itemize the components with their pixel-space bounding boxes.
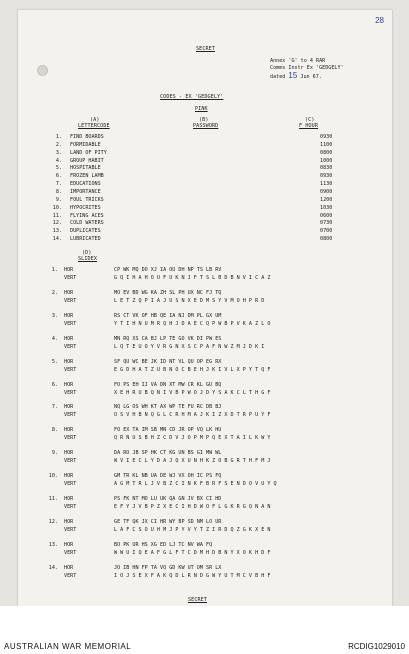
slidex-vert-value: G Q I H A H O U F U K N J F T S L B D B N V I C A Z (114, 275, 271, 281)
slidex-hor-value: RS CT VK OF HB QE IA NJ DM PL GX UM (114, 312, 222, 319)
slidex-hor-label: HOR (64, 335, 74, 342)
page-number: 28 (375, 16, 384, 25)
slidex-vert-label: VERT (64, 504, 77, 510)
slidex-vert-label: VERT (64, 458, 77, 465)
section-title: PINK (195, 106, 208, 112)
lettercode-row (40, 181, 360, 188)
slidex-hor-label: HOR (64, 289, 74, 296)
lettercode-number: 12. (52, 220, 62, 227)
slidex-hor-label: HOR (64, 450, 74, 457)
slidex-vert-label: VERT (64, 366, 77, 373)
lettercode-row (40, 165, 360, 172)
slidex-hor-label: HOR (64, 312, 74, 319)
slidex-vert-value: E F Y J V B P Z X E C I H D W O F L G K R G Q N A N (114, 504, 271, 510)
slidex-vert-value: X E H R U B Q N I V B P W O J D Y S A K C L T H G F (114, 389, 271, 396)
slidex-entry (44, 542, 374, 558)
lettercode-number: 10. (52, 204, 62, 211)
slidex-vert-value: O S V H B N Q G L C R H M A J K I Z X D T R P U Y F (114, 412, 271, 419)
slidex-hor-label: HOR (64, 267, 74, 273)
lettercode-value: FOUL TRICKS (70, 196, 104, 203)
slidex-vert-value: L Q T E U O Y V R G N X S C P A F N W Z M J D K I (114, 343, 265, 350)
lettercode-value: FLYING ACES (70, 212, 104, 219)
slidex-hor-value: BO PK UR HS XG ED LJ TC NV WA FQ (114, 541, 213, 548)
slidex-hor-value: CP WK MQ DO XJ IA OU DH NP TS LB RV (114, 267, 222, 273)
slidex-hor-label: HOR (64, 518, 74, 525)
slidex-vert-value: I O J S E X F A K Q D L R N D G W Y U T M C V B H F (114, 572, 271, 579)
slidex-hor-label: HOR (64, 381, 74, 388)
lettercode-f-hour: 0900 (320, 188, 333, 195)
slidex-vert-value: L A F C S O U H M J P Y V Y T Z I R D Q Z G K X E N (114, 526, 271, 533)
lettercode-f-hour: 0730 (320, 220, 333, 227)
lettercode-number: 11. (52, 212, 62, 219)
lettercode-row (40, 228, 360, 235)
annex-line-2: Comms Instr Ex 'GEDGELY' (270, 65, 344, 71)
lettercode-row (40, 236, 360, 243)
annex-line-1: Annex 'G' to 4 RAR (270, 58, 326, 64)
slidex-vert-value: Q R N U S B H Z C D V J O P M P Q E X T A I L K W Y (114, 435, 271, 442)
slidex-hor-label: HOR (64, 541, 74, 548)
slidex-vert-value: W W U I Q E A F G L F T C D M H D B N Y X O K H D F (114, 549, 271, 556)
slidex-entry-number: 6. (51, 381, 58, 388)
slidex-vert-label: VERT (64, 549, 77, 556)
slidex-entry (44, 336, 374, 352)
slidex-entry-number: 9. (51, 450, 58, 457)
slidex-vert-label: VERT (64, 343, 77, 350)
slidex-hor-label: HOR (64, 473, 74, 480)
annex-line-3: dated 15 Jun 67. (270, 71, 322, 80)
slidex-hor-value: GM TR KL NB UA DE WJ VX OH IC PS FQ (114, 473, 222, 480)
lettercode-number: 9. (55, 196, 62, 203)
slidex-entry-number: 12. (48, 518, 58, 525)
lettercode-f-hour: 0830 (320, 165, 333, 172)
slidex-entry (44, 267, 374, 283)
lettercode-f-hour: 1000 (320, 157, 333, 164)
slidex-entry (44, 427, 374, 443)
lettercode-number: 3. (55, 149, 62, 156)
slidex-vert-label: VERT (64, 435, 77, 442)
lettercode-value: HYPOCRITES (70, 204, 101, 211)
slidex-vert-value: A G M T R L J V B Z C I N K F B R F S E N D O V U Y Q (114, 481, 277, 488)
lettercode-f-hour: 1200 (320, 196, 333, 203)
slidex-vert-label: VERT (64, 320, 77, 327)
slidex-vert-label: VERT (64, 389, 77, 396)
lettercode-number: 4. (55, 157, 62, 164)
lettercode-row (40, 158, 360, 165)
lettercode-row (40, 189, 360, 196)
slidex-entry-number: 1. (51, 267, 58, 273)
slidex-vert-value: Y T I H N U M R Q H J D A E C Q P W B P V K A Z L O (114, 320, 271, 327)
annex-date-handwritten: 15 (288, 71, 298, 80)
lettercode-number: 5. (55, 165, 62, 172)
slidex-hor-value: PS FK NT MO LU UK QA GN JV BX CI HD (114, 496, 222, 502)
document-title: CODES - EX 'GEDGELY' (160, 94, 224, 100)
lettercode-value: EDUCATIONS (70, 181, 101, 188)
slidex-entry-number: 4. (51, 335, 58, 342)
slidex-hor-value: SF QU WC BE JK ID NT VL QU OP EG RX (114, 358, 222, 365)
slidex-hor-label: HOR (64, 358, 74, 365)
col-b-label: PASSWORD (193, 123, 219, 129)
lettercode-value: HOSPITABLE (70, 165, 101, 172)
slidex-entry-number: 11. (48, 496, 58, 502)
slidex-entry-number: 10. (48, 473, 58, 480)
slidex-vert-label: VERT (64, 572, 77, 579)
slidex-hor-label: HOR (64, 496, 74, 502)
lettercode-f-hour: 0800 (320, 236, 333, 243)
lettercode-value: LAND OF PITY (70, 149, 107, 156)
lettercode-f-hour: 0800 (320, 149, 333, 156)
slidex-entry (44, 359, 374, 375)
slidex-entry-number: 3. (51, 312, 58, 319)
lettercode-row (40, 220, 360, 227)
lettercode-row (40, 213, 360, 220)
slidex-vert-value: L E T Z Q P I A J U S N X E D M S Y V M O H P R D (114, 297, 265, 304)
slidex-entry (44, 313, 374, 329)
lettercode-value: COLD WATERS (70, 220, 104, 227)
slidex-hor-value: FO PS EH IJ VA DN XT MW CR KL GU BQ (114, 381, 222, 388)
slidex-hor-value: JO IB HN FP TA VQ GD KW UT OM SR LX (114, 564, 222, 571)
slidex-entry (44, 382, 374, 398)
lettercode-number: 2. (55, 141, 62, 148)
col-c-letter: (C) (305, 117, 315, 123)
lettercode-number: 8. (55, 188, 62, 195)
slidex-entry-number: 13. (48, 541, 58, 548)
lettercode-value: FROZEN LAMB (70, 173, 104, 180)
lettercode-number: 7. (55, 181, 62, 188)
header-classification: SECRET (196, 46, 216, 52)
lettercode-f-hour: 0930 (320, 134, 333, 140)
annex-reference (270, 58, 344, 81)
slidex-hor-value: MN RQ XS CA BJ LP TE GO VK DI PW ES (114, 335, 222, 342)
lettercode-row (40, 205, 360, 212)
slidex-vert-value: E G D H A T Z U B N O C B E H J K I V L X P Y T Q F (114, 366, 271, 373)
slidex-entry-number: 8. (51, 427, 58, 434)
col-a-letter: (A) (90, 117, 100, 123)
slidex-entry (44, 496, 374, 512)
slidex-entry (44, 404, 374, 420)
lettercode-row (40, 142, 360, 149)
slidex-entry-number: 7. (51, 404, 58, 411)
lettercode-value: DUPLICATES (70, 228, 101, 235)
lettercode-value: GROUP HABIT (70, 157, 104, 164)
col-c-label: F HOUR (299, 123, 319, 129)
slidex-entry (44, 565, 374, 581)
col-b-letter: (B) (199, 117, 209, 123)
slidex-entry-number: 2. (51, 289, 58, 296)
col-a-label: LETTERCODE (78, 123, 110, 129)
slidex-entry (44, 473, 374, 489)
lettercode-value: LUBRICATED (70, 236, 101, 243)
slidex-entry-number: 5. (51, 358, 58, 365)
document-page (18, 10, 392, 606)
slidex-entry (44, 290, 374, 306)
lettercode-f-hour: 1130 (320, 181, 333, 188)
lettercode-f-hour: 0930 (320, 173, 333, 180)
slidex-entry-number: 14. (48, 564, 58, 571)
slidex-entry (44, 519, 374, 535)
slidex-hor-value: MO EV BD WG KA ZH SL PH UX NC FJ TQ (114, 289, 222, 296)
footer-classification: SECRET (188, 597, 208, 603)
archive-footer (0, 606, 409, 654)
lettercode-value: FORMIDABLE (70, 141, 101, 148)
slidex-label: SLIDEX (78, 256, 98, 262)
lettercode-row (40, 197, 360, 204)
lettercode-f-hour: 0600 (320, 212, 333, 219)
slidex-hor-label: HOR (64, 564, 74, 571)
lettercode-f-hour: 1030 (320, 204, 333, 211)
lettercode-value: IMPORTANCE (70, 188, 101, 195)
slidex-hor-value: DA RO JB SP HK CT KG UN BS GI MW WL (114, 450, 222, 457)
slidex-hor-value: GE TF QK JX CI HR WY BP SD NM LO UR (114, 518, 222, 525)
lettercode-row (40, 150, 360, 157)
lettercode-row (40, 134, 360, 141)
slidex-vert-label: VERT (64, 412, 77, 419)
lettercode-number: 1. (55, 134, 62, 140)
slidex-vert-value: W V I E C L Y D A J Q X U N H K Z O B G R T H F M J (114, 458, 271, 465)
lettercode-row (40, 173, 360, 180)
slidex-vert-label: VERT (64, 481, 77, 488)
slidex-hor-label: HOR (64, 404, 74, 411)
lettercode-f-hour: 1100 (320, 141, 333, 148)
slidex-hor-value: NQ LG OS WH KT AX WP TE FU RC DB BJ (114, 404, 222, 411)
lettercode-number: 6. (55, 173, 62, 180)
slidex-vert-label: VERT (64, 297, 77, 304)
lettercode-number: 13. (52, 228, 62, 235)
slidex-hor-label: HOR (64, 427, 74, 434)
slidex-hor-value: FO EX TA IM SB MN CD JR OP VQ LK HU (114, 427, 222, 434)
slidex-letter: (D) (82, 250, 92, 256)
archive-id: RCDIG1029010 (348, 642, 405, 651)
lettercode-number: 14. (52, 236, 62, 243)
lettercode-f-hour: 0700 (320, 228, 333, 235)
punch-hole (37, 65, 48, 76)
archive-name: AUSTRALIAN WAR MEMORIAL (4, 642, 132, 651)
lettercode-value: FIND BOARDS (70, 134, 104, 140)
slidex-entry (44, 450, 374, 466)
slidex-vert-label: VERT (64, 275, 77, 281)
slidex-vert-label: VERT (64, 526, 77, 533)
